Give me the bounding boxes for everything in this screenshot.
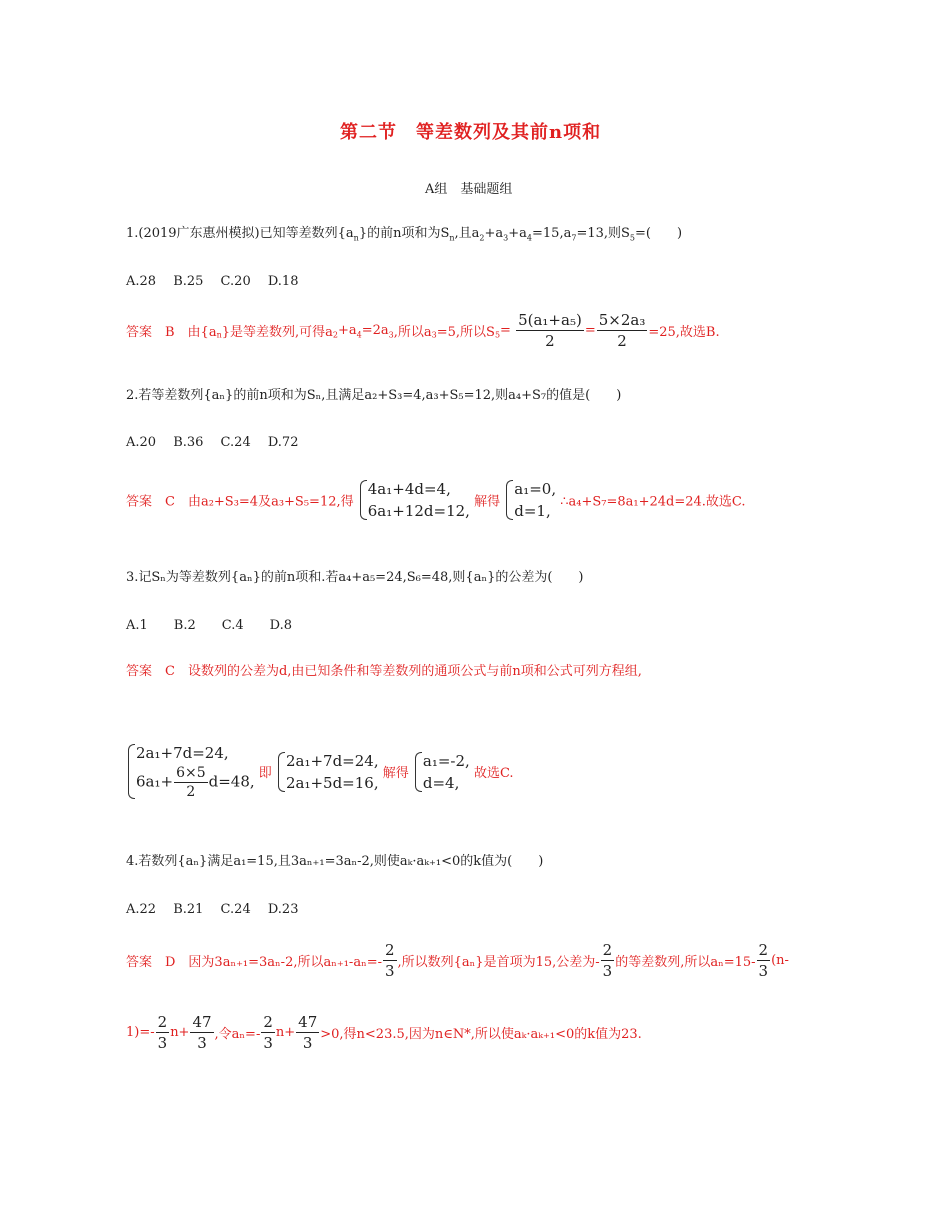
group-heading: A组 基础题组 <box>425 182 513 197</box>
question-1-stem: 1.(2019广东惠州模拟)已知等差数列$\{a_n\}$的前n项和为$S_n$,且$a_2+a_3+a_4=15,a_7=13$,则$S_5=$( ) <box>126 226 683 243</box>
fraction-sum: $\frac{\text{5(a₁+a₅)}}{2}$ <box>518 311 582 350</box>
equation-system-2: a₁=0, d=1, <box>504 478 556 522</box>
question-4-answer-line-2: 1)=- $\frac{2}{3}$ n+ $\frac{47}{3}$ ,令aₙ=- $\frac{2}{3}$ n+ $\frac{47}{3}$ >0,得n<23.5,因为n∈N*,所以使aₖ·aₖ₊₁<0的k值为23. <box>126 1013 642 1052</box>
question-4-answer-line-1: 答案 D 因为3aₙ₊₁=3aₙ-2,所以aₙ₊₁-aₙ=- $\frac{2}{3}$ ,所以数列{aₙ}是首项为15,公差为- $\frac{2}{3}$ 的等差数列,所以aₙ=15- $\frac{2}{3}$ (n- <box>126 941 789 980</box>
question-2-stem: 2.若等差数列{aₙ}的前n项和为Sₙ,且满足a₂+S₃=4,a₃+S₅=12,则a₄+S₇的值是( ) <box>126 388 622 403</box>
equation-system-a: 2a₁+7d=24, 6a₁+ $\frac{6\times 5}{2}$ d=48, <box>126 742 255 801</box>
question-2-options: A.20 B.36 C.24 D.72 <box>126 435 299 450</box>
question-3-system-line: 2a₁+7d=24, 6a₁+ $\frac{6\times 5}{2}$ d=48, 即 2a₁+7d=24, 2a₁+5d=16, 解得 a₁=-2, d=4, 故选C. <box>126 742 514 801</box>
question-3-options: A.1 B.2 C.4 D.8 <box>126 618 292 633</box>
question-1-options: A.28 B.25 C.20 D.18 <box>126 274 299 289</box>
page-title: 第二节 等差数列及其前n项和 <box>340 122 602 143</box>
equation-system-1: 4a₁+4d=4, 6a₁+12d=12, <box>358 478 470 522</box>
equation-system-c: a₁=-2, d=4, <box>413 750 470 794</box>
question-4-options: A.22 B.21 C.24 D.23 <box>126 902 299 917</box>
equation-system-b: 2a₁+7d=24, 2a₁+5d=16, <box>276 750 379 794</box>
question-1-answer: 答案 B 由$\{a_n\}$是等差数列,可得$a_2+a_4=2a_3$,所以$a_3=5$,所以$S_5=$ $\frac{\text{5(a₁+a₅)}}{2}$ = $\frac{\text{5×2a₃}}{2}$ =25,故选B. <box>126 311 720 350</box>
question-4-stem: 4.若数列{aₙ}满足a₁=15,且3aₙ₊₁=3aₙ-2,则使aₖ·aₖ₊₁<0的k值为( ) <box>126 854 544 869</box>
question-3-stem: 3.记Sₙ为等差数列{aₙ}的前n项和.若a₄+a₅=24,S₆=48,则{aₙ}的公差为( ) <box>126 570 584 585</box>
question-2-answer: 答案 C 由a₂+S₃=4及a₃+S₅=12,得 4a₁+4d=4, 6a₁+12d=12, 解得 a₁=0, d=1, ∴a₄+S₇=8a₁+24d=24.故选C. <box>126 480 746 520</box>
question-3-answer: 答案 C 设数列的公差为d,由已知条件和等差数列的通项公式与前n项和公式可列方程组, <box>126 664 642 679</box>
fraction-product: $\frac{\text{5×2a₃}}{2}$ <box>598 311 646 350</box>
